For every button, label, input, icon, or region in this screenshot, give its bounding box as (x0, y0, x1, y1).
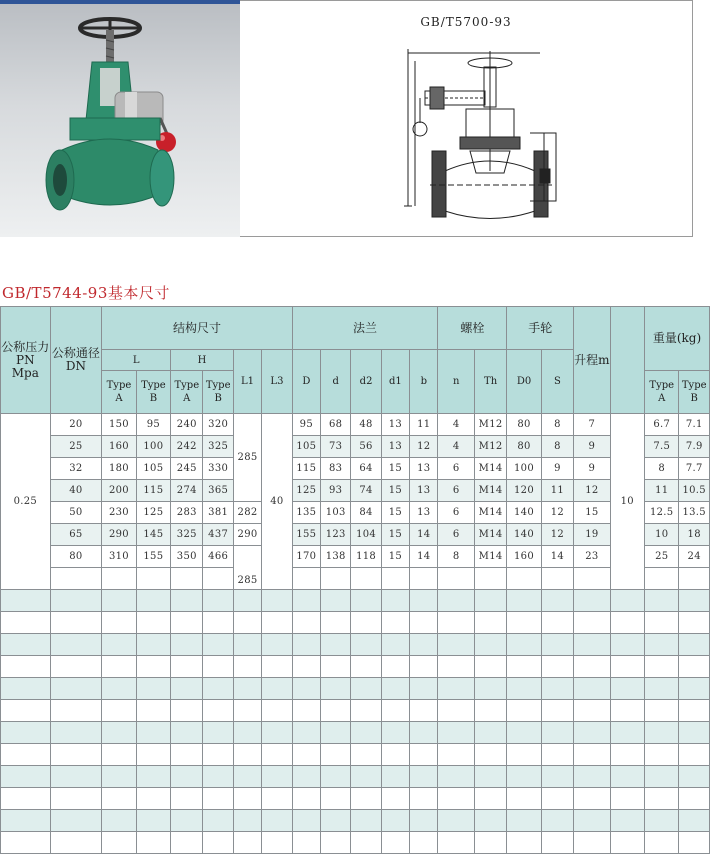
cell-n: 6 (438, 480, 474, 502)
photo-top-border (0, 0, 240, 4)
empty-row (1, 766, 710, 788)
cell-hb: 466 (203, 546, 233, 568)
cell-blank (171, 568, 203, 590)
header-H: H (171, 350, 234, 371)
empty-row (1, 788, 710, 810)
cell-m: 9 (574, 458, 610, 480)
cell-d2: 56 (351, 436, 381, 458)
header-n: n (438, 350, 474, 414)
cell-wa: 25 (645, 546, 679, 568)
empty-row (1, 634, 710, 656)
l1-row6: 290 (233, 524, 261, 546)
header-lift: 升程m (574, 307, 610, 414)
l1-row8: 285 (233, 546, 261, 590)
cell-d: 103 (321, 502, 351, 524)
cell-b: 12 (410, 436, 438, 458)
cell-ha: 240 (171, 414, 203, 436)
cell-ha: 283 (171, 502, 203, 524)
cell-dn: 40 (50, 480, 102, 502)
cell-s: 8 (541, 436, 573, 458)
cell-D: 125 (292, 480, 320, 502)
cell-wb: 18 (679, 524, 710, 546)
cell-d2: 84 (351, 502, 381, 524)
table-row (1, 458, 710, 480)
cell-n: 8 (438, 546, 474, 568)
cell-s: 11 (541, 480, 573, 502)
table-row (1, 436, 710, 458)
cell-hb: 365 (203, 480, 233, 502)
cell-wa: 6.7 (645, 414, 679, 436)
l1-merged: 285 (233, 414, 261, 502)
cell-m: 9 (574, 436, 610, 458)
header-d2: d2 (351, 350, 381, 414)
cell-th: M14 (474, 480, 506, 502)
cell-d2: 64 (351, 458, 381, 480)
table-row (1, 524, 710, 546)
cell-d1: 13 (381, 414, 409, 436)
cell-la: 230 (102, 502, 136, 524)
cell-hb: 330 (203, 458, 233, 480)
cell-hb: 320 (203, 414, 233, 436)
cell-lb: 95 (136, 414, 170, 436)
cell-d: 83 (321, 458, 351, 480)
cell-d1: 15 (381, 502, 409, 524)
cell-blank (203, 568, 233, 590)
cell-dn: 25 (50, 436, 102, 458)
header-h-type-b: Type B (203, 371, 233, 414)
cell-n: 6 (438, 502, 474, 524)
header-w-type-b: Type B (679, 371, 710, 414)
cell-lb: 100 (136, 436, 170, 458)
extra-col-value: 10 (610, 414, 644, 590)
cell-blank (50, 568, 102, 590)
cell-wb: 13.5 (679, 502, 710, 524)
cell-b: 13 (410, 458, 438, 480)
cell-dn: 50 (50, 502, 102, 524)
cell-ha: 350 (171, 546, 203, 568)
cell-d: 138 (321, 546, 351, 568)
empty-row (1, 744, 710, 766)
empty-row (1, 700, 710, 722)
cell-la: 160 (102, 436, 136, 458)
header-th: Th (474, 350, 506, 414)
cell-d: 93 (321, 480, 351, 502)
table-row (1, 546, 710, 568)
cell-s: 12 (541, 502, 573, 524)
header-extra (610, 307, 644, 414)
cell-lb: 155 (136, 546, 170, 568)
cell-lb: 125 (136, 502, 170, 524)
cell-d0: 80 (507, 414, 541, 436)
cell-D: 95 (292, 414, 320, 436)
header-dn: 公称通径DN (50, 307, 102, 414)
cell-s: 14 (541, 546, 573, 568)
header-d: d (321, 350, 351, 414)
cell-wa: 10 (645, 524, 679, 546)
table-row (1, 568, 710, 590)
empty-row (1, 656, 710, 678)
table-row (1, 480, 710, 502)
cell-wb: 10.5 (679, 480, 710, 502)
header-handwheel: 手轮 (507, 307, 574, 350)
cell-blank (645, 568, 679, 590)
cell-m: 23 (574, 546, 610, 568)
cell-la: 180 (102, 458, 136, 480)
cell-dn: 80 (50, 546, 102, 568)
header-weight: 重量(kg) (645, 307, 710, 371)
cell-th: M14 (474, 546, 506, 568)
cell-dn: 65 (50, 524, 102, 546)
cell-s: 8 (541, 414, 573, 436)
cell-m: 19 (574, 524, 610, 546)
empty-row (1, 612, 710, 634)
cell-d1: 15 (381, 480, 409, 502)
cell-ha: 274 (171, 480, 203, 502)
cell-d0: 100 (507, 458, 541, 480)
cell-wa: 8 (645, 458, 679, 480)
cell-blank (102, 568, 136, 590)
cell-ha: 242 (171, 436, 203, 458)
header-L1: L1 (233, 350, 261, 414)
header-bolt: 螺栓 (438, 307, 507, 350)
cell-la: 200 (102, 480, 136, 502)
cell-D: 155 (292, 524, 320, 546)
cell-blank (438, 568, 474, 590)
cell-d2: 48 (351, 414, 381, 436)
header-d1: d1 (381, 350, 409, 414)
header-L3: L3 (262, 350, 292, 414)
valve-photo-illustration (0, 0, 240, 237)
cell-s: 12 (541, 524, 573, 546)
cell-d: 73 (321, 436, 351, 458)
cell-blank (321, 568, 351, 590)
header-l-type-a: Type A (102, 371, 136, 414)
cell-d0: 140 (507, 524, 541, 546)
cell-b: 14 (410, 546, 438, 568)
empty-row (1, 722, 710, 744)
cell-s: 9 (541, 458, 573, 480)
header-flange: 法兰 (292, 307, 438, 350)
cell-b: 13 (410, 502, 438, 524)
cell-n: 4 (438, 414, 474, 436)
cell-th: M12 (474, 414, 506, 436)
cell-blank (507, 568, 541, 590)
header-pn: 公称压力PN Mpa (1, 307, 51, 414)
cell-d1: 15 (381, 546, 409, 568)
cell-th: M14 (474, 458, 506, 480)
cell-n: 4 (438, 436, 474, 458)
cell-m: 15 (574, 502, 610, 524)
cell-m: 12 (574, 480, 610, 502)
cell-th: M12 (474, 436, 506, 458)
cell-la: 150 (102, 414, 136, 436)
empty-row (1, 810, 710, 832)
table-row (1, 414, 710, 436)
header-D: D (292, 350, 320, 414)
cell-d1: 15 (381, 458, 409, 480)
cell-wa: 7.5 (645, 436, 679, 458)
cell-d2: 74 (351, 480, 381, 502)
cell-n: 6 (438, 524, 474, 546)
cell-lb: 105 (136, 458, 170, 480)
drawing-panel (240, 0, 693, 237)
product-photo (0, 0, 240, 237)
spec-table (0, 306, 710, 854)
cell-d: 68 (321, 414, 351, 436)
cell-m: 7 (574, 414, 610, 436)
cell-hb: 325 (203, 436, 233, 458)
cell-hb: 381 (203, 502, 233, 524)
cell-d2: 118 (351, 546, 381, 568)
cell-n: 6 (438, 458, 474, 480)
cell-D: 170 (292, 546, 320, 568)
l3-value: 40 (262, 414, 292, 590)
section-title: GB/T5744-93基本尺寸 (2, 284, 170, 302)
header-l-type-b: Type B (136, 371, 170, 414)
cell-d1: 13 (381, 436, 409, 458)
header-d0: D0 (507, 350, 541, 414)
header-structure: 结构尺寸 (102, 307, 292, 350)
cell-lb: 115 (136, 480, 170, 502)
cell-wb: 7.1 (679, 414, 710, 436)
header-h-type-a: Type A (171, 371, 203, 414)
cell-d0: 140 (507, 502, 541, 524)
header-w-type-a: Type A (645, 371, 679, 414)
cell-D: 135 (292, 502, 320, 524)
header-s: S (541, 350, 573, 414)
cell-d: 123 (321, 524, 351, 546)
cell-dn: 32 (50, 458, 102, 480)
header-L: L (102, 350, 171, 371)
cell-b: 13 (410, 480, 438, 502)
drawing-title: GB/T5700-93 (420, 15, 512, 29)
cell-wb: 24 (679, 546, 710, 568)
cell-blank (574, 568, 610, 590)
cell-blank (541, 568, 573, 590)
cell-hb: 437 (203, 524, 233, 546)
cell-dn: 20 (50, 414, 102, 436)
cell-th: M14 (474, 502, 506, 524)
cell-blank (292, 568, 320, 590)
cell-ha: 245 (171, 458, 203, 480)
pn-value: 0.25 (1, 414, 51, 590)
cell-d1: 15 (381, 524, 409, 546)
cell-blank (410, 568, 438, 590)
cell-D: 115 (292, 458, 320, 480)
cell-b: 14 (410, 524, 438, 546)
cell-d0: 160 (507, 546, 541, 568)
cell-blank (474, 568, 506, 590)
cell-wa: 11 (645, 480, 679, 502)
header-b: b (410, 350, 438, 414)
cell-b: 11 (410, 414, 438, 436)
empty-row (1, 590, 710, 612)
valve-drawing (240, 1, 692, 236)
cell-ha: 325 (171, 524, 203, 546)
cell-wa: 12.5 (645, 502, 679, 524)
cell-d0: 120 (507, 480, 541, 502)
cell-th: M14 (474, 524, 506, 546)
cell-la: 290 (102, 524, 136, 546)
cell-wb: 7.7 (679, 458, 710, 480)
cell-la: 310 (102, 546, 136, 568)
cell-d0: 80 (507, 436, 541, 458)
table-row (1, 502, 710, 524)
l1-row5: 282 (233, 502, 261, 524)
cell-blank (679, 568, 710, 590)
empty-row (1, 832, 710, 854)
cell-blank (351, 568, 381, 590)
cell-wb: 7.9 (679, 436, 710, 458)
cell-blank (381, 568, 409, 590)
cell-blank (136, 568, 170, 590)
cell-D: 105 (292, 436, 320, 458)
empty-row (1, 678, 710, 700)
cell-lb: 145 (136, 524, 170, 546)
cell-d2: 104 (351, 524, 381, 546)
